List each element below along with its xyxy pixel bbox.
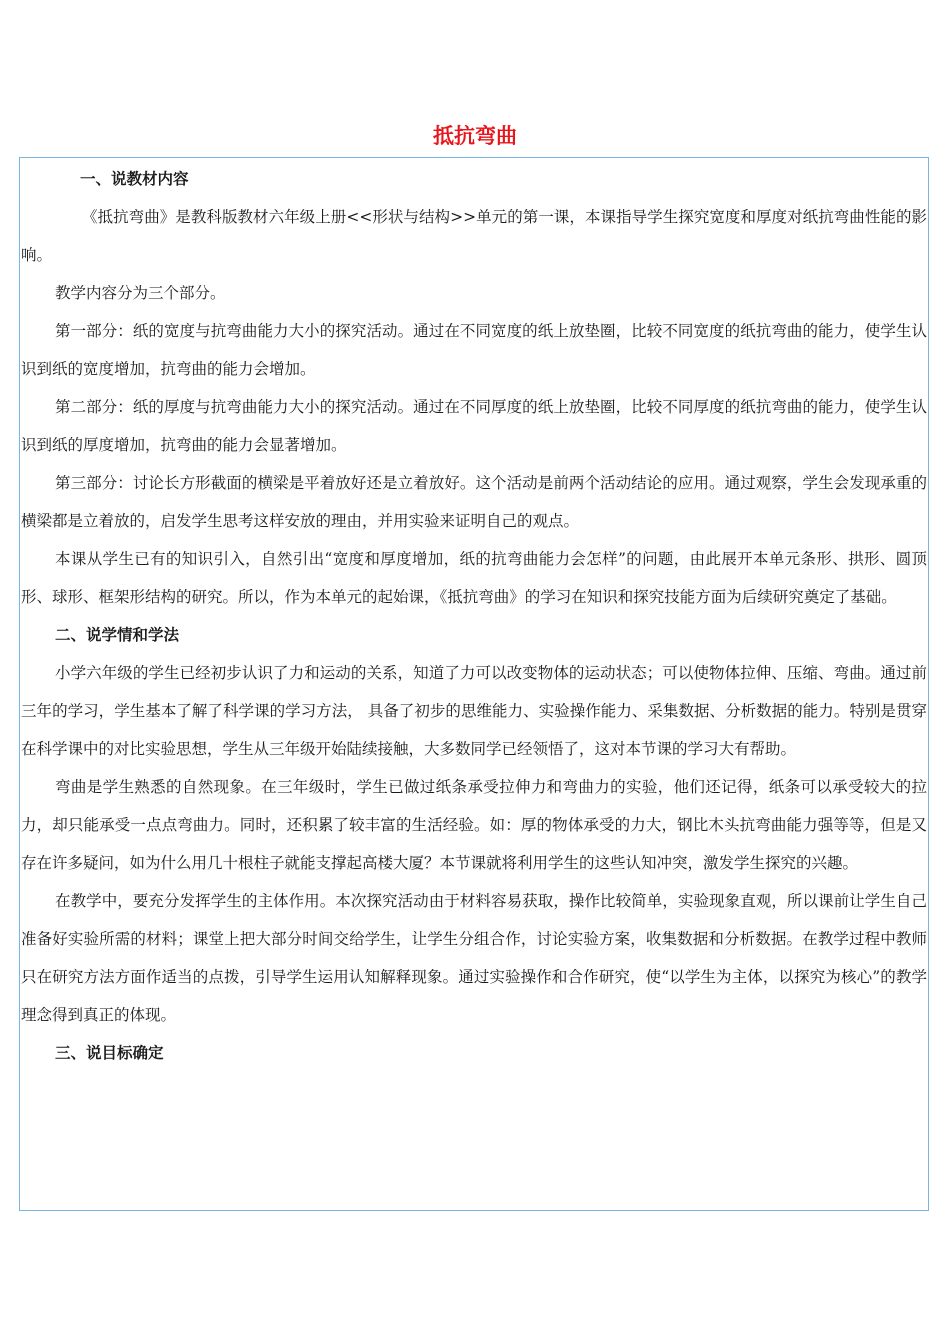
paragraph: 弯曲是学生熟悉的自然现象。在三年级时，学生已做过纸条承受拉伸力和弯曲力的实验，他们还记得，纸条可以承受较大的拉力，却只能承受一点点弯曲力。同时，还积累了较丰富的生活经验。如：厚的物体承受的力大，钢比木头抗弯曲能力强等等，但是又存在许多疑问，如为什么用几十根柱子就能支撑起高楼大厦？本节课就将利用学生的这些认知冲突，激发学生探究的兴趣。 xyxy=(21,778,927,872)
paragraph: 小学六年级的学生已经初步认识了力和运动的关系，知道了力可以改变物体的运动状态；可以使物体拉伸、压缩、弯曲。通过前三年的学习，学生基本了解了科学课的学习方法， 具备了初步的思维能力、实验操作能力、采集数据、分析数据的能力。特别是贯穿在科学课中的对比实验思想，学生从三年级开始陆续接触，大多数同学已经领悟了，这对本节课的学习大有帮助。 xyxy=(21,664,927,758)
document-title: 抵抗弯曲 xyxy=(433,124,517,148)
section-heading: 二、说学情和学法 xyxy=(55,626,180,644)
paragraph: 第三部分：讨论长方形截面的横梁是平着放好还是立着放好。这个活动是前两个活动结论的应用。通过观察，学生会发现承重的横梁都是立着放的，启发学生思考这样安放的理由，并用实验来证明自己的观点。 xyxy=(21,474,927,530)
paragraph: 教学内容分为三个部分。 xyxy=(55,284,226,302)
paragraph: 在教学中，要充分发挥学生的主体作用。本次探究活动由于材料容易获取，操作比较简单，实验现象直观，所以课前让学生自己准备好实验所需的材料；课堂上把大部分时间交给学生，让学生分组合作，讨论实验方案，收集数据和分析数据。在教学过程中教师只在研究方法方面作适当的点拨，引导学生运用认知解释现象。通过实验操作和合作研究，使“以学生为主体，以探究为核心”的教学理念得到真正的体现。 xyxy=(21,892,927,1024)
paragraph: 《抵抗弯曲》是教科版教材六年级上册<<形状与结构>>单元的第一课，本课指导学生探究宽度和厚度对纸抗弯曲性能的影响。 xyxy=(21,208,927,264)
paragraph: 本课从学生已有的知识引入，自然引出“宽度和厚度增加，纸的抗弯曲能力会怎样”的问题，由此展开本单元条形、拱形、圆顶形、球形、框架形结构的研究。所以，作为本单元的起始课，《抵抗弯曲》的学习在知识和探究技能方面为后续研究奠定了基础。 xyxy=(21,550,927,606)
paragraph: 第二部分：纸的厚度与抗弯曲能力大小的探究活动。通过在不同厚度的纸上放垫圈，比较不同厚度的纸抗弯曲的能力，使学生认识到纸的厚度增加，抗弯曲的能力会显著增加。 xyxy=(21,398,927,454)
section-heading: 三、说目标确定 xyxy=(55,1044,164,1062)
document-body xyxy=(21,160,927,1072)
paragraph: 第一部分：纸的宽度与抗弯曲能力大小的探究活动。通过在不同宽度的纸上放垫圈，比较不同宽度的纸抗弯曲的能力，使学生认识到纸的宽度增加，抗弯曲的能力会增加。 xyxy=(21,322,927,378)
section-heading: 一、说教材内容 xyxy=(80,170,189,188)
